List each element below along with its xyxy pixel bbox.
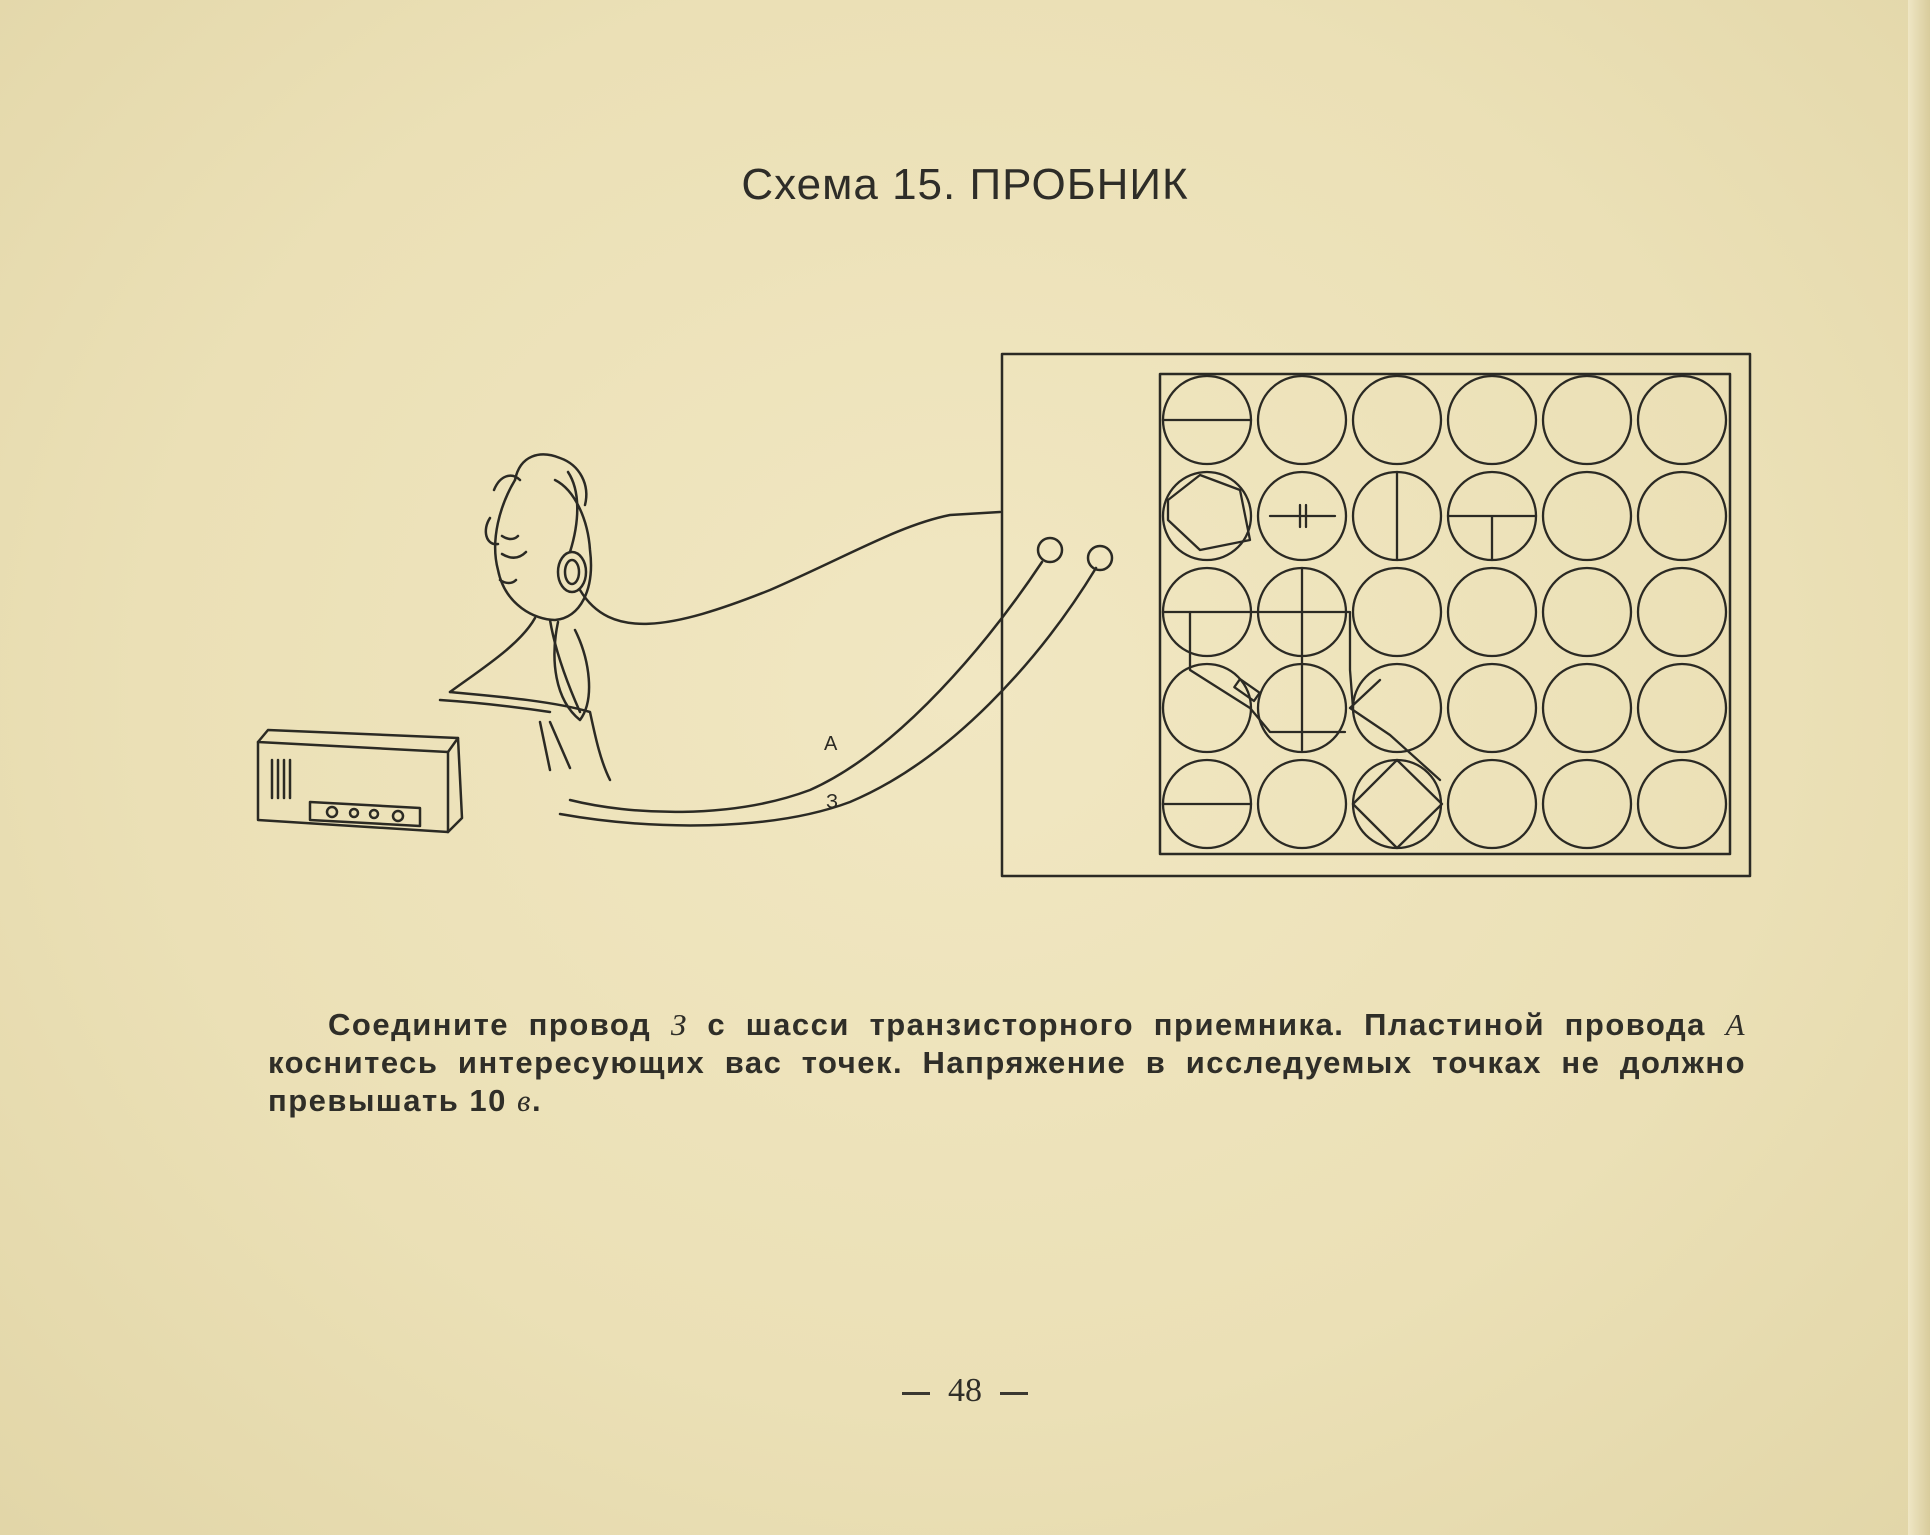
wire-z-ref: З xyxy=(670,1007,688,1042)
probe-illustration xyxy=(250,340,1770,880)
body-part-2: с шасси транзисторного приемника. Пластиной провода xyxy=(687,1007,1726,1042)
body-part-1: Соедините провод xyxy=(328,1007,671,1042)
body-part-3: коснитесь интересующих вас точек. Напряжение в исследуемых точках не должно превышать 10 xyxy=(268,1045,1746,1118)
probe-wire-z xyxy=(560,568,1096,825)
person-with-headphones xyxy=(440,454,610,780)
dash-left xyxy=(902,1392,930,1395)
chassis-board xyxy=(1002,354,1750,876)
radio-receiver xyxy=(258,730,462,832)
page-number-footer xyxy=(0,1372,1930,1410)
dash-right xyxy=(1000,1392,1028,1395)
page-edge xyxy=(1908,0,1930,1535)
page-title: Схема 15. ПРОБНИК xyxy=(741,160,1189,209)
circuit-traces xyxy=(1163,420,1536,848)
wire-label-a: А xyxy=(824,733,838,755)
headphone-cord xyxy=(580,512,1000,624)
wire-label-z: З xyxy=(826,791,839,813)
body-part-4: . xyxy=(531,1083,543,1118)
probe-wire-a xyxy=(570,562,1042,812)
body-paragraph xyxy=(268,1006,1746,1120)
voltage-unit: в xyxy=(516,1083,532,1118)
page-number: 48 xyxy=(948,1372,982,1409)
wire-a-ref: А xyxy=(1725,1007,1746,1042)
